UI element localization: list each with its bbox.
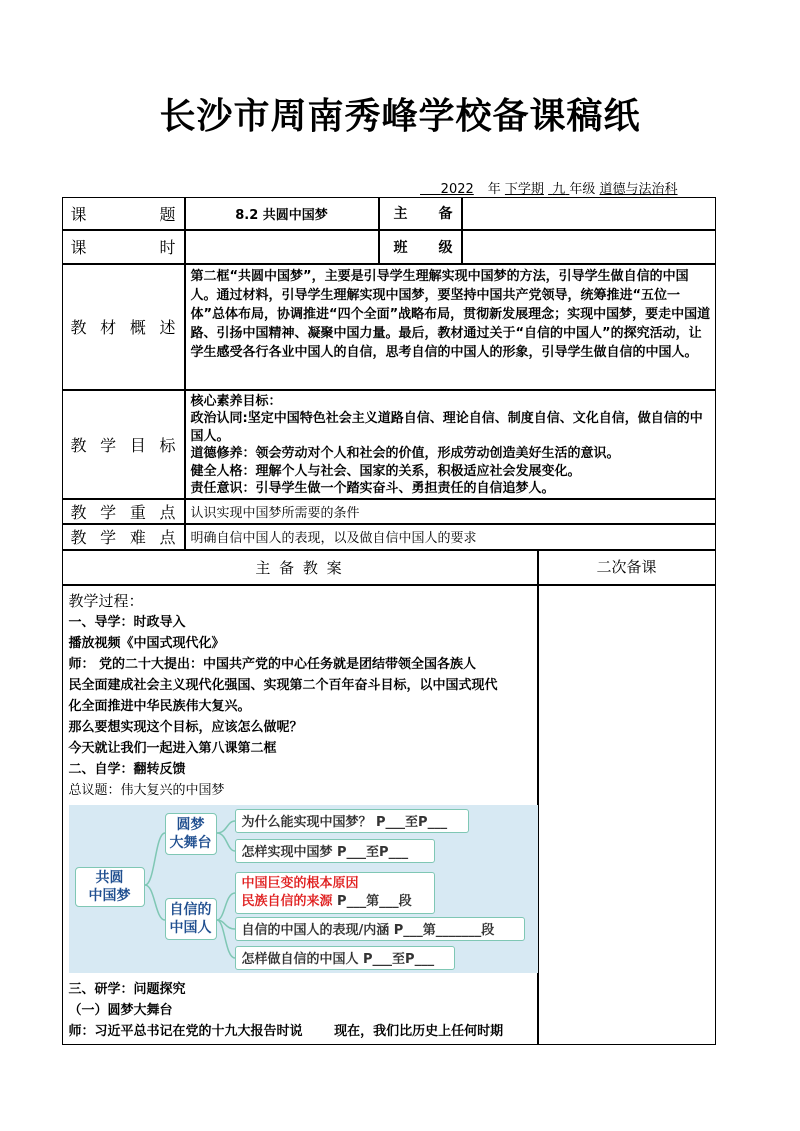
meta-nian: 年 xyxy=(487,182,501,197)
key-value: 认识实现中国梦所需要的条件 xyxy=(185,499,716,524)
process-line: 师：习近平总书记在党的十九大报告时说 现在，我们比历史上任何时期 xyxy=(68,1023,504,1039)
label-char: 班 xyxy=(393,239,408,256)
mind-map-item: 为什么能实现中国梦？ P___至P___ xyxy=(235,809,469,833)
label-char: 点 xyxy=(159,502,176,522)
meta-term: 下学期 xyxy=(504,182,544,197)
label-char: 目 xyxy=(129,435,146,455)
mind-map-red-line: 民族自信的来源 xyxy=(241,893,333,909)
meta-grade-suffix: 年级 xyxy=(569,182,596,197)
goals-line: 责任意识：引导学生做一个踏实奋斗、勇担责任的自信追梦人。 xyxy=(190,481,555,496)
difficulty-value: 明确自信中国人的表现，以及做自信中国人的要求 xyxy=(185,524,716,550)
second-prep-area[interactable] xyxy=(538,585,716,1045)
prep-label xyxy=(379,197,462,230)
class-value xyxy=(462,230,716,264)
label-char: 时 xyxy=(159,238,176,257)
label-char: 级 xyxy=(438,239,453,256)
label-char: 述 xyxy=(159,318,176,337)
lesson-label xyxy=(62,197,185,230)
label-char: 重 xyxy=(129,502,146,522)
goals-label xyxy=(62,390,185,499)
label-char: 教 xyxy=(70,502,87,522)
process-line: （一）圆梦大舞台 xyxy=(68,1002,173,1018)
process-line: 三、研学：问题探究 xyxy=(68,981,186,997)
page-title: 长沙市周南秀峰学校备课稿纸 xyxy=(159,95,641,137)
mind-map-branch-confident-chinese: 自信的 中国人 xyxy=(165,898,217,940)
lesson-plan-table xyxy=(62,197,716,1045)
label-char: 教 xyxy=(70,435,87,455)
mind-map-item: 怎样做自信的中国人 P___至P___ xyxy=(235,946,455,970)
teaching-process xyxy=(62,585,538,1045)
mind-map-item-red xyxy=(235,872,435,914)
label-char: 概 xyxy=(129,318,146,337)
label-char: 学 xyxy=(100,528,117,547)
process-line: 民全面建成社会主义现代化强国、实现第二个百年奋斗目标，以中国式现代 xyxy=(68,677,498,693)
goals-line: 政治认同:坚定中国特色社会主义道路自信、理论自信、制度自信、文化自信，做自信的中国人。 xyxy=(190,411,703,444)
label-char: 课 xyxy=(70,204,87,224)
mind-map-item: 自信的中国人的表现/内涵 P___第_______段 xyxy=(235,917,525,941)
meta-year: 2022 xyxy=(440,182,474,197)
key-label xyxy=(62,499,185,524)
goals-line: 核心素养目标： xyxy=(190,393,282,409)
process-heading: 教学过程： xyxy=(68,591,144,610)
header-meta xyxy=(420,178,720,197)
process-line: 化全面推进中华民族伟大复兴。 xyxy=(68,698,251,714)
plan-header: 主 备 教 案 xyxy=(62,550,538,585)
label-char: 主 xyxy=(393,206,408,222)
process-line: 师： 党的二十大提出：中国共产党的中心任务就是团结带领全国各族人 xyxy=(68,656,477,672)
mind-map-root: 共圆 中国梦 xyxy=(75,867,145,907)
goals-text xyxy=(185,390,716,499)
label-char: 教 xyxy=(70,528,87,547)
lesson-value: 8.2 共圆中国梦 xyxy=(185,197,379,230)
label-char: 标 xyxy=(159,435,176,455)
overview-label xyxy=(62,264,185,390)
label-char: 点 xyxy=(159,528,176,547)
mind-map xyxy=(69,805,539,973)
process-line: 那么要想实现这个目标，应该怎么做呢？ xyxy=(68,719,303,735)
mind-map-item: 怎样实现中国梦 P___至P___ xyxy=(235,839,435,863)
mind-map-page-ref: P___第___段 xyxy=(332,893,412,909)
label-char: 教 xyxy=(70,318,87,337)
process-line: 一、导学：时政导入 xyxy=(68,614,186,630)
label-char: 课 xyxy=(70,238,87,257)
prep-value xyxy=(462,197,716,230)
meta-grade: 九 xyxy=(552,182,566,197)
second-prep-header: 二次备课 xyxy=(538,550,716,585)
label-char: 学 xyxy=(100,502,117,522)
time-value xyxy=(185,230,379,264)
label-char: 材 xyxy=(100,318,117,337)
label-char: 备 xyxy=(438,206,453,222)
goals-line: 道德修养：领会劳动对个人和社会的价值，形成劳动创造美好生活的意识。 xyxy=(190,446,620,461)
goals-line: 健全人格：理解个人与社会、国家的关系，积极适应社会发展变化。 xyxy=(190,463,581,479)
topic-line: 总议题：伟大复兴的中国梦 xyxy=(68,782,225,798)
time-label xyxy=(62,230,185,264)
difficulty-label xyxy=(62,524,185,550)
label-char: 题 xyxy=(159,204,176,224)
mind-map-red-line: 中国巨变的根本原因 xyxy=(241,875,359,891)
label-char: 学 xyxy=(100,435,117,455)
process-line: 二、自学：翻转反馈 xyxy=(68,761,186,777)
meta-subject: 道德与法治科 xyxy=(599,182,678,197)
process-line: 今天就让我们一起进入第八课第二框 xyxy=(68,740,277,756)
process-line: 播放视频《中国式现代化》 xyxy=(68,635,225,651)
label-char: 难 xyxy=(129,528,146,547)
class-label xyxy=(379,230,462,264)
mind-map-branch-dream-stage: 圆梦 大舞台 xyxy=(165,813,217,855)
overview-text: 第二框“共圆中国梦”，主要是引导学生理解实现中国梦的方法，引导学生做自信的中国人。通过材料，引导学生理解实现中国梦，要坚持中国共产党领导，统筹推进“五位一体”总体布局，协调推进“四个全面”战略布局，贯彻新发展理念；实现中国梦，要走中国道路、引扬中国精神、凝聚中国力量。最后，教材通过关于“自信的中国人”的探究活动，让学生感受各行各业中国人的自信，思考自信的中国人的形象，引导学生做自信的中国人。 xyxy=(185,264,716,390)
